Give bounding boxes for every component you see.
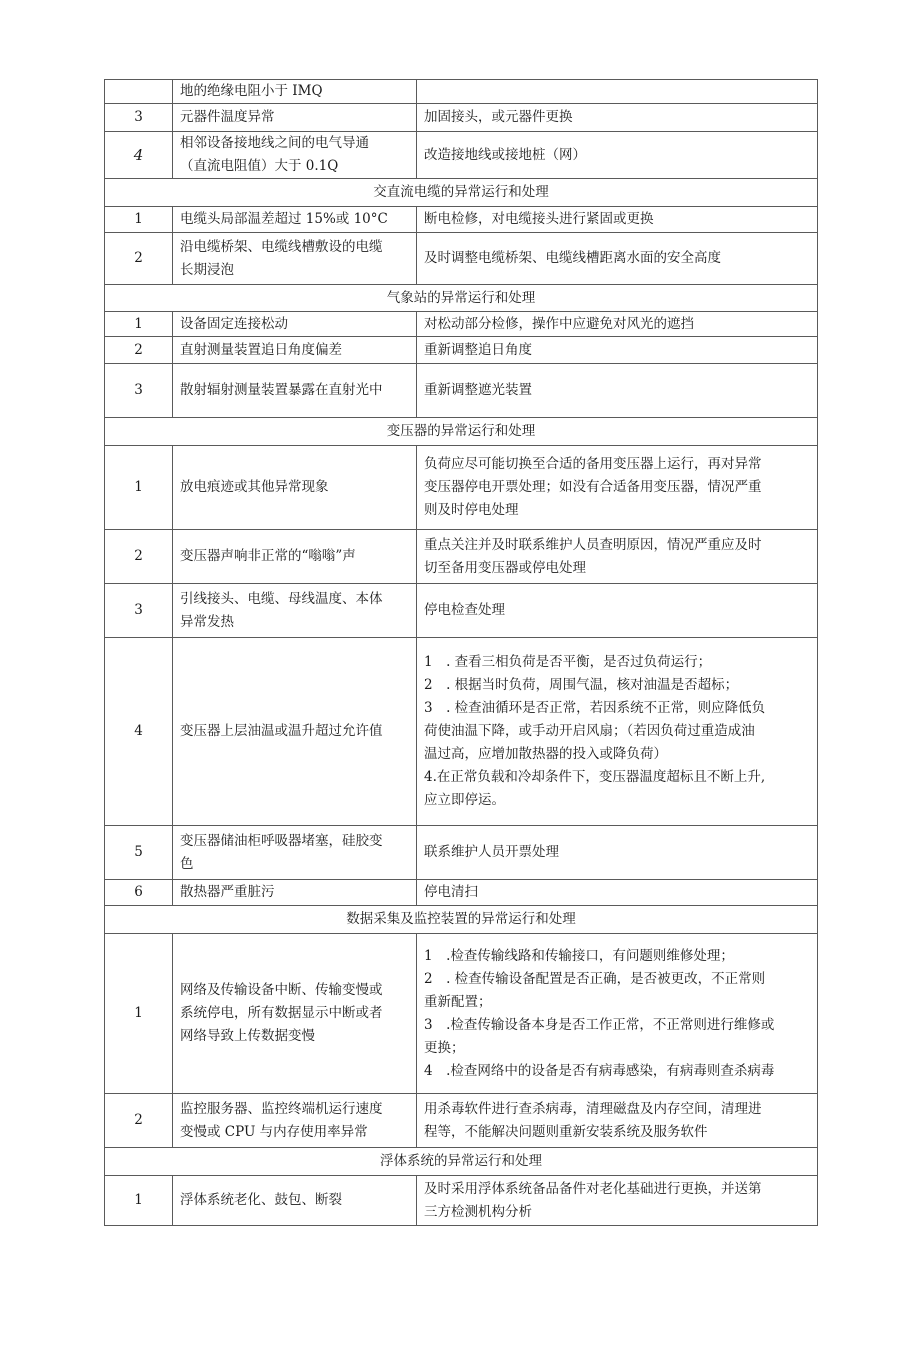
section-header-row	[105, 906, 818, 934]
cell-line: 变压器声响非正常的“嗡嗡”声	[180, 548, 356, 564]
row-number: 4	[105, 638, 173, 826]
section-header-row	[105, 285, 818, 312]
cell-line: 温过高，应增加散热器的投入或降负荷）	[424, 746, 667, 762]
handling-action-cell	[417, 446, 818, 530]
cell-line: 三方检测机构分析	[424, 1203, 532, 1220]
abnormal-condition-cell	[173, 934, 417, 1094]
row-number: 1	[105, 312, 173, 337]
cell-line: 地的绝缘电阻小于 IMQ	[180, 83, 323, 99]
handling-action-cell	[417, 364, 818, 418]
row-number: 2	[105, 530, 173, 584]
cell-line: 2 . 根据当时负荷，周围气温，核对油温是否超标；	[424, 677, 739, 693]
cell-line: 色	[180, 855, 194, 872]
table-row	[105, 104, 818, 132]
section-header-row	[105, 179, 818, 207]
table-row	[105, 132, 818, 179]
cell-line: 重新配置；	[424, 993, 492, 1010]
cell-line: 及时调整电缆桥架、电缆线槽距离水面的安全高度	[424, 250, 721, 266]
abnormal-condition-cell	[173, 233, 417, 285]
abnormal-condition-cell	[173, 132, 417, 179]
abnormal-condition-cell	[173, 638, 417, 826]
cell-line: 监控服务器、监控终端机运行速度	[180, 1100, 383, 1117]
cell-line: 程等，不能解决问题则重新安装系统及服务软件	[424, 1123, 708, 1140]
abnormal-condition-cell	[173, 207, 417, 233]
cell-line: 重新调整遮光装置	[424, 382, 532, 398]
cell-line: 变压器上层油温或温升超过允许值	[180, 723, 383, 739]
cell-line: 及时采用浮体系统备品备件对老化基础进行更换，并送第	[424, 1180, 762, 1197]
table-row	[105, 207, 818, 233]
table-row	[105, 337, 818, 364]
section-title: 数据采集及监控装置的异常运行和处理	[105, 906, 818, 934]
row-number: 6	[105, 880, 173, 906]
cell-line: 系统停电，所有数据显示中断或者	[180, 1005, 383, 1021]
cell-line: 变压器停电开票处理；如没有合适备用变压器，情况严重	[424, 479, 762, 495]
cell-line: 长期浸泡	[180, 261, 234, 278]
row-number: 1	[105, 934, 173, 1094]
cell-line: 荷使油温下降，或手动开启风扇；（若因负荷过重造成油	[424, 723, 755, 739]
cell-line: 元器件温度异常	[180, 109, 275, 125]
cell-line: 停电清扫	[424, 884, 478, 900]
cell-line: 重点关注并及时联系维护人员查明原因，情况严重应及时	[424, 536, 762, 553]
cell-line: 相邻设备接地线之间的电气导通	[180, 135, 369, 151]
abnormal-condition-cell	[173, 337, 417, 364]
abnormal-condition-cell	[173, 364, 417, 418]
cell-line: 引线接头、电缆、母线温度、本体	[180, 590, 383, 607]
fault-handling-table	[104, 79, 817, 1226]
cell-line: 4.在正常负载和冷却条件下，变压器温度超标且不断上升,	[424, 769, 766, 785]
table-row	[105, 826, 818, 880]
table-row	[105, 80, 818, 104]
table-row	[105, 1094, 818, 1148]
abnormal-condition-cell	[173, 826, 417, 880]
abnormal-condition-cell	[173, 1176, 417, 1226]
abnormal-condition-cell	[173, 312, 417, 337]
handling-action-cell	[417, 104, 818, 132]
cell-line: 改造接地线或接地桩（网）	[424, 146, 586, 163]
section-title: 气象站的异常运行和处理	[105, 285, 818, 312]
handling-action-cell	[417, 1094, 818, 1148]
row-number: 3	[105, 104, 173, 132]
cell-line: 2 . 检查传输设备配置是否正确，是否被更改，不正常则	[424, 970, 766, 987]
cell-line: 负荷应尽可能切换至合适的备用变压器上运行，再对异常	[424, 456, 762, 472]
handling-action-cell	[417, 233, 818, 285]
table	[104, 79, 818, 1226]
table-row	[105, 880, 818, 906]
section-header-row	[105, 418, 818, 446]
cell-line: 3 . 检查油循环是否正常，若因系统不正常，则应降低负	[424, 700, 766, 716]
cell-line: 变压器储油柜呼吸器堵塞，硅胶变	[180, 832, 383, 849]
table-row	[105, 638, 818, 826]
table-row	[105, 530, 818, 584]
cell-line: 4 .检查网络中的设备是否有病毒感染，有病毒则查杀病毒	[424, 1062, 775, 1079]
abnormal-condition-cell	[173, 584, 417, 638]
table-row	[105, 1176, 818, 1226]
row-number: 2	[105, 337, 173, 364]
row-number: 1	[105, 207, 173, 233]
handling-action-cell	[417, 80, 818, 104]
cell-line: 沿电缆桥架、电缆线槽敷设的电缆	[180, 238, 383, 255]
cell-line: 更换；	[424, 1039, 465, 1056]
cell-line: （直流电阻值）大于 0.1Q	[180, 158, 339, 174]
cell-line: 网络导致上传数据变慢	[180, 1028, 315, 1044]
cell-line: 电缆头局部温差超过 15%或 10°C	[180, 211, 388, 227]
cell-line: 散射辐射测量装置暴露在直射光中	[180, 382, 383, 398]
cell-line: 断电检修，对电缆接头进行紧固或更换	[424, 211, 654, 227]
handling-action-cell	[417, 337, 818, 364]
abnormal-condition-cell	[173, 80, 417, 104]
row-number: 5	[105, 826, 173, 880]
row-number: 3	[105, 364, 173, 418]
cell-line: 变慢或 CPU 与内存使用率异常	[180, 1123, 368, 1140]
handling-action-cell	[417, 312, 818, 337]
table-body	[105, 80, 818, 1226]
cell-line: 联系维护人员开票处理	[424, 844, 559, 860]
cell-line: 异常发热	[180, 613, 234, 630]
row-number: 1	[105, 446, 173, 530]
cell-line: 应立即停运。	[424, 792, 505, 808]
table-row	[105, 233, 818, 285]
handling-action-cell	[417, 880, 818, 906]
cell-line: 直射测量装置追日角度偏差	[180, 341, 342, 358]
cell-line: 1 .检查传输线路和传输接口，有问题则维修处理；	[424, 947, 734, 964]
table-row	[105, 934, 818, 1094]
row-number: 2	[105, 1094, 173, 1148]
cell-line: 停电检查处理	[424, 602, 505, 618]
cell-line: 设备固定连接松动	[180, 315, 288, 332]
cell-line: 散热器严重脏污	[180, 884, 275, 900]
handling-action-cell	[417, 934, 818, 1094]
abnormal-condition-cell	[173, 1094, 417, 1148]
cell-line: 3 .检查传输设备本身是否工作正常，不正常则进行维修或	[424, 1016, 775, 1033]
row-number: 3	[105, 584, 173, 638]
handling-action-cell	[417, 638, 818, 826]
cell-line: 则及时停电处理	[424, 502, 519, 518]
table-row	[105, 364, 818, 418]
handling-action-cell	[417, 584, 818, 638]
cell-line: 用杀毒软件进行查杀病毒，清理磁盘及内存空间，清理进	[424, 1100, 762, 1117]
abnormal-condition-cell	[173, 880, 417, 906]
section-header-row	[105, 1148, 818, 1176]
cell-line: 1 . 查看三相负荷是否平衡，是否过负荷运行；	[424, 654, 712, 670]
cell-line: 浮体系统老化、鼓包、断裂	[180, 1192, 342, 1208]
row-number: 2	[105, 233, 173, 285]
row-number: 4	[105, 132, 173, 179]
section-title: 交直流电缆的异常运行和处理	[105, 179, 818, 207]
handling-action-cell	[417, 1176, 818, 1226]
table-row	[105, 584, 818, 638]
handling-action-cell	[417, 207, 818, 233]
cell-line: 放电痕迹或其他异常现象	[180, 479, 329, 495]
abnormal-condition-cell	[173, 446, 417, 530]
handling-action-cell	[417, 530, 818, 584]
handling-action-cell	[417, 826, 818, 880]
row-number: 1	[105, 1176, 173, 1226]
row-number	[105, 80, 173, 104]
abnormal-condition-cell	[173, 104, 417, 132]
cell-line: 对松动部分检修，操作中应避免对风光的遮挡	[424, 315, 694, 332]
table-row	[105, 312, 818, 337]
cell-line: 重新调整追日角度	[424, 341, 532, 358]
handling-action-cell	[417, 132, 818, 179]
table-row	[105, 446, 818, 530]
section-title: 浮体系统的异常运行和处理	[105, 1148, 818, 1176]
cell-line: 加固接头，或元器件更换	[424, 109, 573, 125]
cell-line: 切至备用变压器或停电处理	[424, 559, 586, 576]
abnormal-condition-cell	[173, 530, 417, 584]
section-title: 变压器的异常运行和处理	[105, 418, 818, 446]
cell-line: 网络及传输设备中断、传输变慢或	[180, 982, 383, 998]
